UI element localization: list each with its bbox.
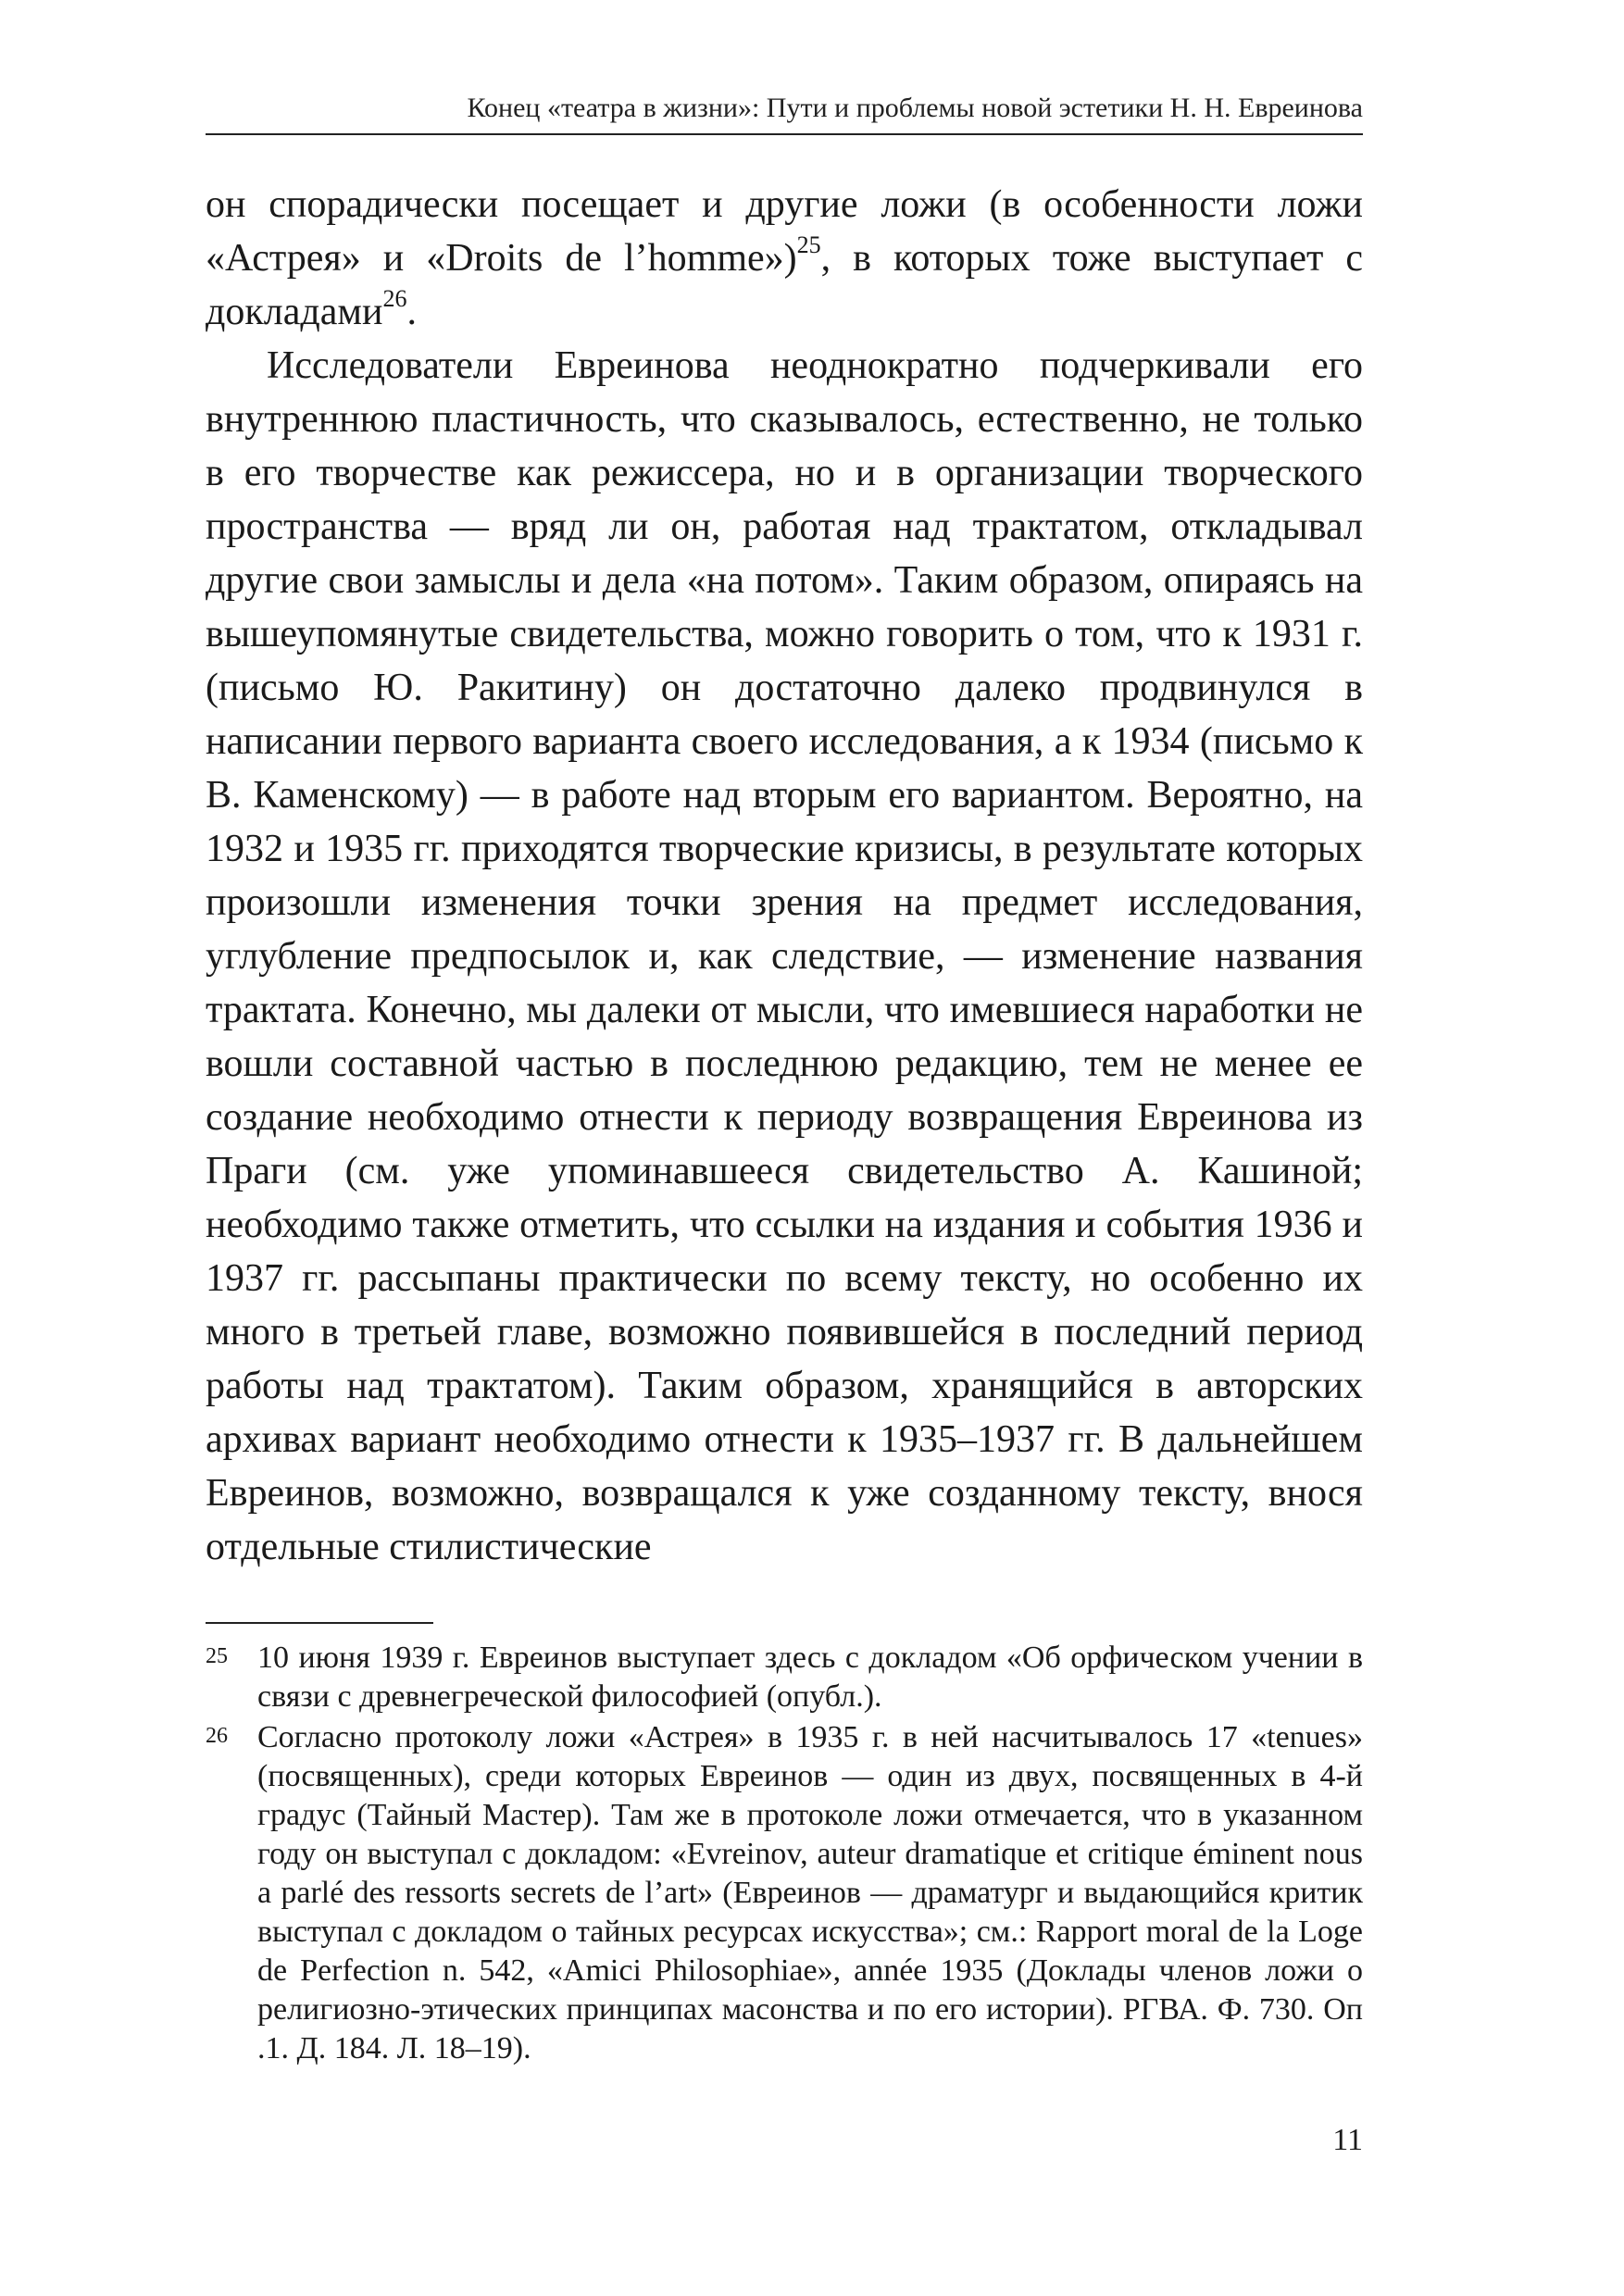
header-rule [206, 133, 1363, 135]
paragraph-2: Исследователи Евреинова неоднократно подчеркивали его внутреннюю пластичность, что сказывалось, естественно, не только в его творчестве как режиссера, но и в организации творческого пространства — вряд ли он, работая над трактатом, откладывал другие свои замыслы и дела «на потом». Таким образом, опираясь на вышеупомянутые свидетельства, можно говорить о том, что к 1931 г. (письмо Ю. Ракитину) он достаточно далеко продвинулся в написании первого варианта своего исследования, а к 1934 (письмо к В. Каменскому) — в работе над вторым его вариантом. Вероятно, на 1932 и 1935 гг. приходятся творческие кризисы, в результате которых произошли изменения точки зрения на предмет исследования, углубление предпосылок и, как следствие, — изменение названия трактата. Конечно, мы далеки от мысли, что имевшиеся наработки не вошли составной частью в последнюю редакцию, тем не менее ее создание необходимо отнести к периоду возвращения Евреинова из Праги (см. уже упоминавшееся свидетельство А. Кашиной; необходимо также отметить, что ссылки на издания и события 1936 и 1937 гг. рассыпаны практически по всему тексту, но особенно их много в третьей главе, возможно появившейся в последний период работы над трактатом). Таким образом, хранящийся в авторских архивах вариант необходимо отнести к 1935–1937 гг. В дальнейшем Евреинов, возможно, возвращался к уже созданному тексту, внося отдельные стилистические [206, 344, 1363, 1568]
paragraph-1-text-c: . [406, 291, 417, 333]
footnote-number: 25 [206, 1644, 228, 1668]
paragraph-1 [206, 178, 1363, 339]
main-text [206, 178, 1363, 1574]
footnotes [206, 1639, 1363, 2070]
footnote-ref-25: 25 [796, 231, 821, 258]
page-number: 11 [1332, 2123, 1363, 2157]
footnote-text: Согласно протоколу ложи «Астрея» в 1935 г. в ней насчитывалось 17 «tenues» (посвященных), среди которых Евреинов — один из двух, посвященных в 4-й градус (Тайный Мастер). Там же в протоколе ложи отмечается, что в указанном году он выступал с докладом: «Evreinov, auteur dramatique et critique éminent nous a parlé des ressorts secrets de l’art» (Евреинов — драматург и выдающийся критик выступал с докладом о тайных ресурсах искусства»; см.: Rapport moral de la Loge de Perfection n. 542, «Amici Philosophiae», année 1935 (Доклады членов ложи о религиозно-этических принципах масонства и по его истории). РГВА. Ф. 730. Оп .1. Д. 184. Л. 18–19). [257, 1720, 1363, 2065]
paragraph-1-text-a: он спорадически посещает и другие ложи (в особенности ложи «Астрея» и «Droits de l’homme») [206, 183, 1363, 280]
footnote-ref-26: 26 [382, 285, 407, 312]
paragraph-1-text-b: , в которых тоже выступает с докладами [206, 237, 1363, 333]
footnote-text: 10 июня 1939 г. Евреинов выступает здесь с докладом «Об орфическом учении в связи с древнегреческой философией (опубл.). [257, 1641, 1363, 1714]
footnote-26 [206, 1718, 1363, 2068]
footnote-25 [206, 1639, 1363, 1716]
footnote-rule [206, 1622, 433, 1624]
running-head: Конец «театра в жизни»: Пути и проблемы новой эстетики Н. Н. Евреинова [467, 93, 1363, 123]
footnote-number: 26 [206, 1724, 228, 1748]
